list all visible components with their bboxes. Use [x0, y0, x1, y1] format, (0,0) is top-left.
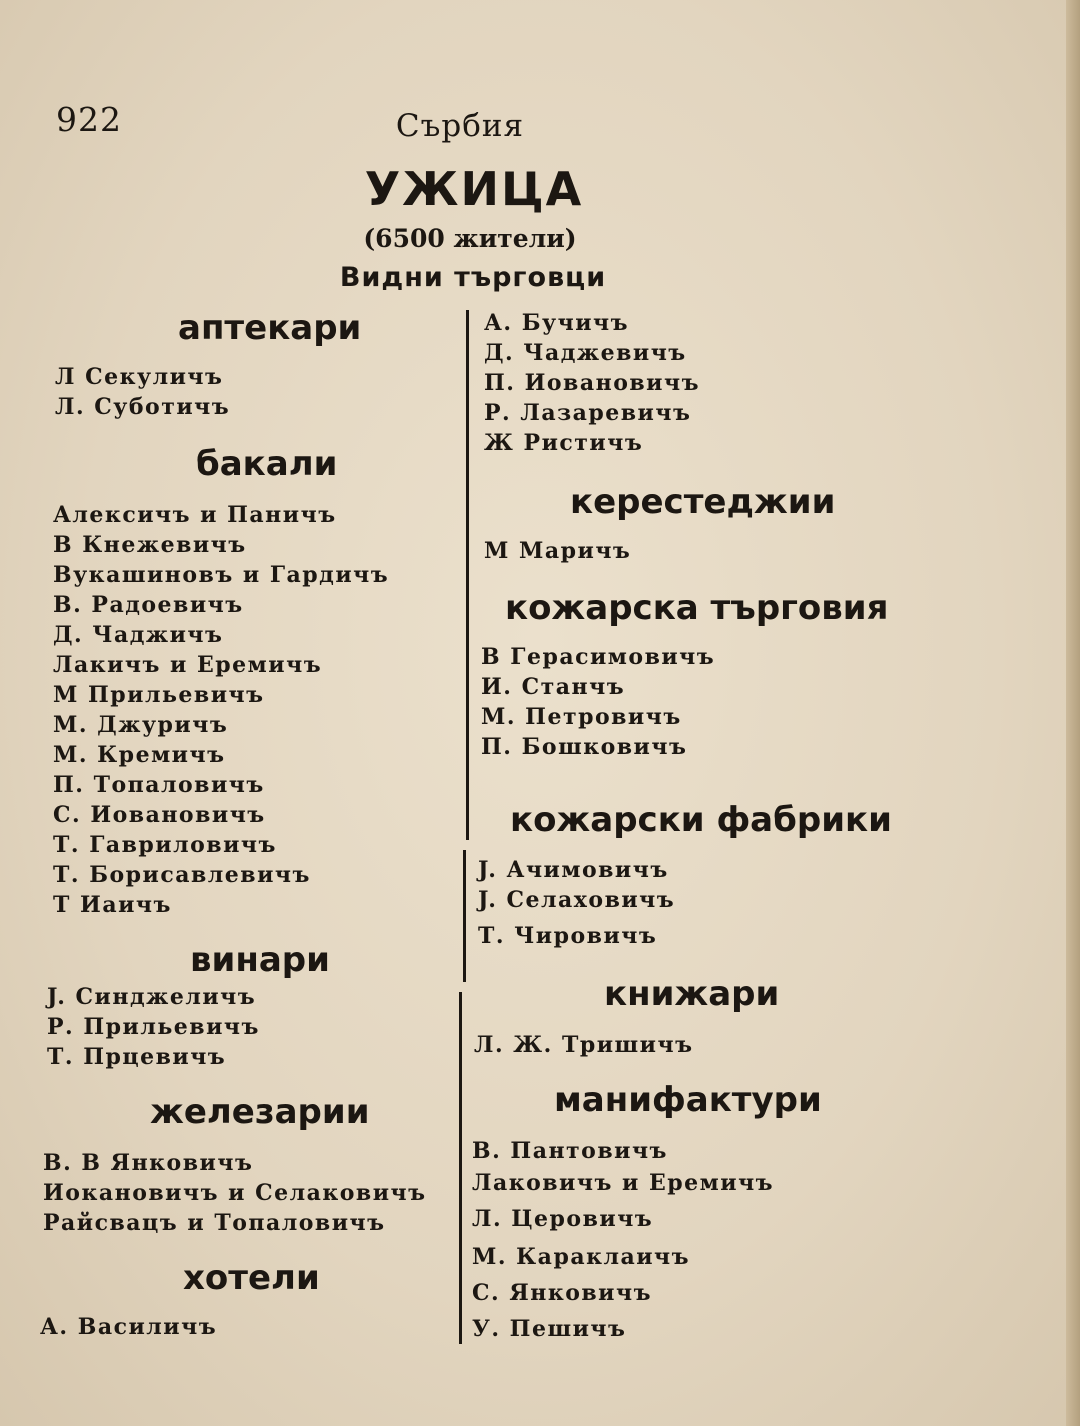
list-ironmongers: [43, 1148, 427, 1238]
list-tanneries: [478, 855, 675, 951]
list-item: Т. Прцевичъ: [47, 1044, 227, 1070]
list-leather-trade: [481, 642, 715, 762]
list-item: J. Селаховичъ: [478, 887, 676, 913]
list-item: В. Радоевичъ: [53, 592, 244, 618]
list-item: Л. Церовичъ: [472, 1206, 654, 1232]
heading-pharmacists: аптекари: [178, 308, 362, 348]
population-note: (6500 жители): [363, 224, 577, 253]
list-item: J. Синджеличъ: [47, 984, 257, 1010]
list-item: С. Янковичъ: [472, 1280, 652, 1306]
city-title: УЖИЦА: [364, 162, 584, 216]
list-item: Иокановичъ и Селаковичъ: [43, 1180, 427, 1206]
list-drapers: [472, 1136, 774, 1344]
running-head: Сърбия: [395, 108, 525, 144]
page-number: 922: [56, 100, 122, 139]
heading-hotels: хотели: [183, 1258, 320, 1298]
list-item: Л Секуличъ: [55, 364, 224, 390]
list-wine-merchants: [47, 982, 260, 1072]
list-pharmacists: [55, 362, 230, 422]
list-item: Райсвацъ и Топаловичъ: [43, 1210, 386, 1236]
heading-leather-trade: кожарска търговия: [505, 588, 889, 628]
heading-booksellers: книжари: [604, 974, 780, 1014]
list-item: Р. Лазаревичъ: [484, 400, 692, 426]
list-item: Р. Прильевичъ: [47, 1014, 260, 1040]
list-item: М. Петровичъ: [481, 704, 682, 730]
list-item: J. Ачимовичъ: [478, 857, 669, 883]
list-item: М. Кремичъ: [53, 742, 226, 768]
list-grocers-continued: [484, 308, 700, 458]
column-divider-upper: [466, 310, 469, 840]
list-item: Вукашиновъ и Гардичъ: [53, 562, 390, 588]
list-hotels: [40, 1312, 217, 1342]
list-item: В Кнежевичъ: [53, 532, 247, 558]
list-item: В. В Янковичъ: [43, 1150, 254, 1176]
list-item: А. Василичъ: [40, 1314, 218, 1340]
list-item: М. Джуричъ: [53, 712, 229, 738]
list-item: Л. Суботичъ: [55, 394, 231, 420]
list-item: В Герасимовичъ: [481, 644, 716, 670]
list-timber-merchants: [484, 536, 631, 566]
heading-tanneries: кожарски фабрики: [510, 800, 892, 840]
heading-grocers: бакали: [196, 444, 338, 484]
list-item: П. Иовановичъ: [484, 370, 700, 396]
heading-wine-merchants: винари: [190, 940, 330, 980]
list-item: Т. Борисавлевичъ: [53, 862, 311, 888]
heading-ironmongers: железарии: [150, 1092, 370, 1132]
list-item: Ж Ристичъ: [484, 430, 644, 456]
list-item: С. Иовановичъ: [53, 802, 266, 828]
list-item: Д. Чаджевичъ: [484, 340, 687, 366]
section-subtitle: Видни търговци: [339, 262, 607, 293]
list-grocers: [53, 500, 389, 920]
list-item: В. Пантовичъ: [472, 1138, 668, 1164]
page-spine-shadow: [1066, 0, 1080, 1426]
list-item: П. Топаловичъ: [53, 772, 265, 798]
list-item: Т. Гавриловичъ: [53, 832, 277, 858]
list-item: И. Станчъ: [481, 674, 626, 700]
list-item: М Маричъ: [484, 538, 632, 564]
list-item: Лаковичъ и Еремичъ: [472, 1170, 775, 1196]
list-item: У. Пешичъ: [472, 1316, 627, 1342]
list-item: Т. Чировичъ: [478, 923, 658, 949]
list-booksellers: [474, 1030, 693, 1060]
list-item: Д. Чаджичъ: [53, 622, 224, 648]
list-item: А. Бучичъ: [484, 310, 630, 336]
heading-drapers: манифактури: [554, 1080, 822, 1120]
list-item: Лакичъ и Еремичъ: [53, 652, 323, 678]
list-item: Т Иаичъ: [53, 892, 172, 918]
list-item: Алексичъ и Паничъ: [53, 502, 337, 528]
list-item: М. Караклаичъ: [472, 1244, 691, 1270]
column-divider-middle: [463, 850, 466, 982]
list-item: П. Бошковичъ: [481, 734, 688, 760]
column-divider-lower: [459, 992, 462, 1344]
heading-timber-merchants: керестеджии: [570, 482, 836, 522]
list-item: М Прильевичъ: [53, 682, 265, 708]
list-item: Л. Ж. Тришичъ: [474, 1032, 694, 1058]
